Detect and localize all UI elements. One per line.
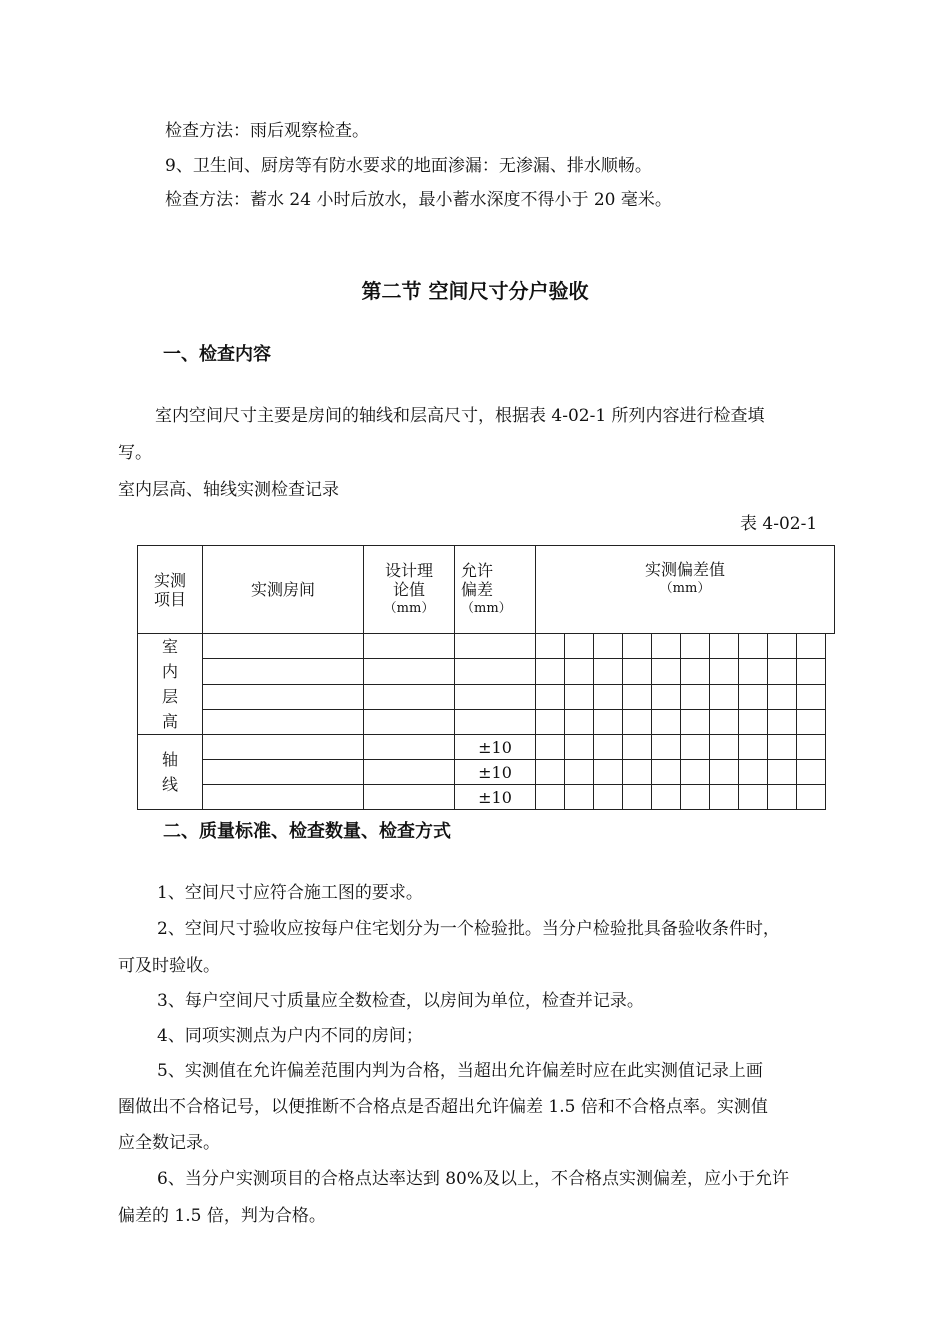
intro-text: 写。 bbox=[118, 443, 152, 463]
header-room: 实测房间 bbox=[203, 546, 364, 634]
intro-text: 室内空间尺寸主要是房间的轴线和层高尺寸，根据表 4-02-1 所列内容进行检查填 bbox=[155, 406, 765, 426]
table-row bbox=[138, 760, 835, 785]
table-row bbox=[138, 709, 835, 734]
table-header-row bbox=[138, 546, 835, 634]
header-item: 实测 项目 bbox=[138, 546, 203, 634]
section-title: 第二节 空间尺寸分户验收 bbox=[361, 279, 589, 303]
table-number: 表 4-02-1 bbox=[740, 514, 818, 534]
tolerance-cell: ±10 bbox=[455, 735, 536, 760]
list-item: 5、实测值在允许偏差范围内判为合格，当超出允许偏差时应在此实测值记录上画 bbox=[157, 1061, 763, 1081]
group-axis: 轴 线 bbox=[138, 735, 203, 810]
text-line: 检查方法：蓄水 24 小时后放水，最小蓄水深度不得小于 20 毫米。 bbox=[165, 190, 672, 210]
header-allowable-deviation: 允许 偏差 （mm） bbox=[455, 546, 536, 634]
list-item: 2、空间尺寸验收应按每户住宅划分为一个检验批。当分户检验批具备验收条件时， bbox=[157, 919, 780, 939]
list-item-cont: 偏差的 1.5 倍，判为合格。 bbox=[118, 1206, 326, 1226]
list-item-cont: 可及时验收。 bbox=[118, 956, 220, 976]
header-design-value: 设计理 论值 （mm） bbox=[364, 546, 455, 634]
text-line: 9、卫生间、厨房等有防水要求的地面渗漏：无渗漏、排水顺畅。 bbox=[165, 156, 652, 176]
table-row bbox=[138, 785, 835, 810]
subheading-check-content: 一、检查内容 bbox=[163, 344, 271, 365]
table-row bbox=[138, 735, 835, 760]
subheading-quality-standard: 二、质量标准、检查数量、检查方式 bbox=[163, 821, 451, 842]
header-measured-deviation: 实测偏差值 （mm） bbox=[536, 546, 835, 634]
tolerance-cell: ±10 bbox=[455, 760, 536, 785]
record-title: 室内层高、轴线实测检查记录 bbox=[118, 480, 339, 500]
list-item-cont: 圈做出不合格记号，以便推断不合格点是否超出允许偏差 1.5 倍和不合格点率。实测值 bbox=[118, 1097, 768, 1117]
group-room-height: 室 内 层 高 bbox=[138, 634, 203, 735]
table-row bbox=[138, 659, 835, 684]
list-item: 3、每户空间尺寸质量应全数检查，以房间为单位，检查并记录。 bbox=[157, 991, 644, 1011]
text-line: 检查方法：雨后观察检查。 bbox=[165, 121, 369, 141]
inspection-record-table bbox=[137, 545, 835, 810]
table-row bbox=[138, 684, 835, 709]
table-row bbox=[138, 634, 835, 659]
list-item: 6、当分户实测项目的合格点达率达到 80%及以上，不合格点实测偏差，应小于允许 bbox=[157, 1169, 790, 1189]
list-item: 1、空间尺寸应符合施工图的要求。 bbox=[157, 883, 423, 903]
list-item: 4、同项实测点为户内不同的房间； bbox=[157, 1026, 423, 1046]
tolerance-cell: ±10 bbox=[455, 785, 536, 810]
list-item-cont: 应全数记录。 bbox=[118, 1133, 220, 1153]
